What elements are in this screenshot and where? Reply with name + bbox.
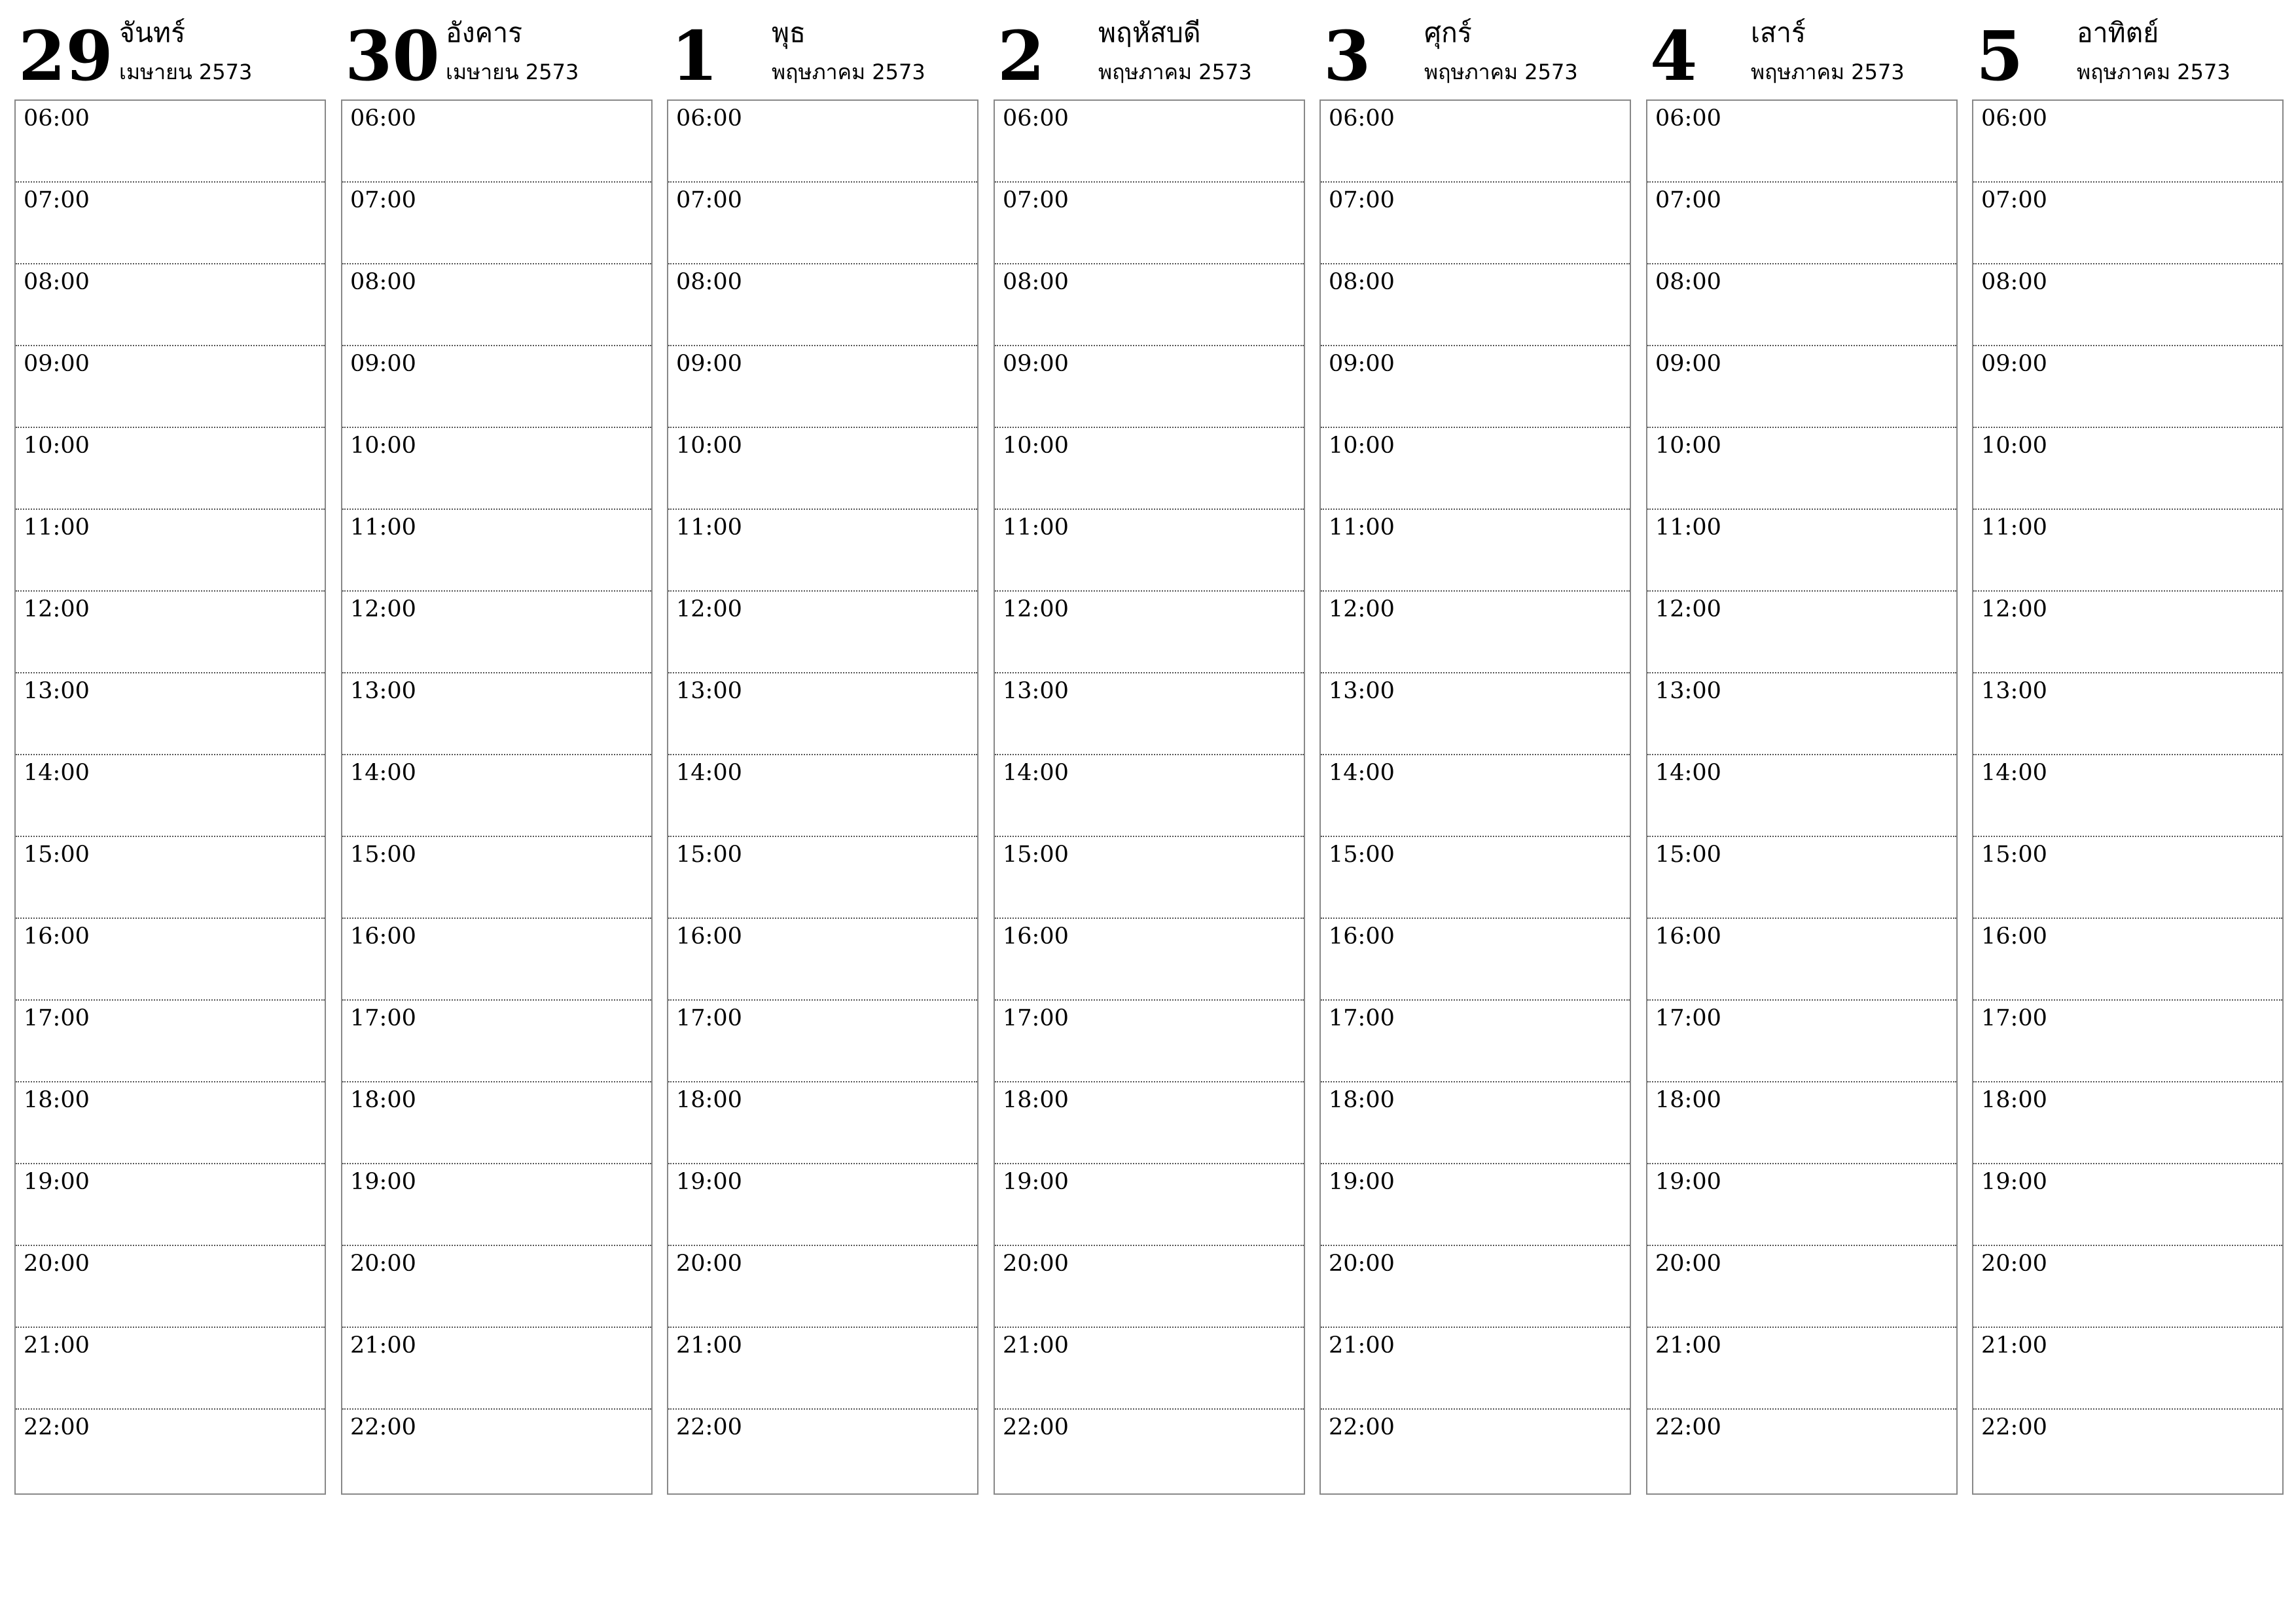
day-schedule-box xyxy=(1972,99,2284,1495)
time-slot[interactable] xyxy=(16,510,325,592)
time-slot[interactable] xyxy=(1973,264,2282,346)
time-slot[interactable] xyxy=(1973,1082,2282,1164)
time-label: 19:00 xyxy=(676,1169,742,1195)
time-slot[interactable] xyxy=(1321,1001,1630,1082)
time-slot[interactable] xyxy=(342,1082,651,1164)
time-slot[interactable] xyxy=(995,183,1304,264)
time-label: 18:00 xyxy=(350,1087,416,1113)
time-label: 18:00 xyxy=(1003,1087,1069,1113)
time-slot[interactable] xyxy=(1647,1328,1956,1410)
time-label: 09:00 xyxy=(1329,351,1395,377)
time-label: 08:00 xyxy=(350,269,416,295)
time-slot[interactable] xyxy=(1321,1246,1630,1328)
time-label: 18:00 xyxy=(24,1087,90,1113)
time-label: 21:00 xyxy=(1981,1332,2047,1359)
time-label: 22:00 xyxy=(350,1414,416,1440)
time-slot[interactable] xyxy=(668,755,977,837)
time-label: 11:00 xyxy=(1329,514,1395,541)
time-label: 17:00 xyxy=(24,1005,90,1031)
time-slot[interactable] xyxy=(1321,837,1630,919)
time-label: 15:00 xyxy=(1981,842,2047,868)
time-label: 15:00 xyxy=(1003,842,1069,868)
time-label: 15:00 xyxy=(1655,842,1721,868)
time-slot[interactable] xyxy=(668,837,977,919)
time-slot[interactable] xyxy=(995,755,1304,837)
time-slot[interactable] xyxy=(668,673,977,755)
time-slot[interactable] xyxy=(995,592,1304,673)
time-label: 16:00 xyxy=(1981,923,2047,950)
time-slot[interactable] xyxy=(1973,919,2282,1001)
time-slot[interactable] xyxy=(16,1164,325,1246)
time-slot[interactable] xyxy=(342,1001,651,1082)
time-label: 09:00 xyxy=(24,351,90,377)
time-label: 18:00 xyxy=(1329,1087,1395,1113)
time-slot[interactable] xyxy=(668,1082,977,1164)
time-label: 21:00 xyxy=(350,1332,416,1359)
day-header xyxy=(341,0,653,98)
time-slot[interactable] xyxy=(342,592,651,673)
time-slot[interactable] xyxy=(995,346,1304,428)
month-year: เมษายน 2573 xyxy=(446,60,579,84)
time-slot[interactable] xyxy=(1973,510,2282,592)
time-label: 15:00 xyxy=(676,842,742,868)
time-label: 22:00 xyxy=(24,1414,90,1440)
day-column xyxy=(1646,0,1958,1499)
time-label: 09:00 xyxy=(1981,351,2047,377)
time-slot[interactable] xyxy=(1647,346,1956,428)
time-slot[interactable] xyxy=(16,264,325,346)
month-year: พฤษภาคม 2573 xyxy=(1751,60,1905,84)
day-header xyxy=(994,0,1305,98)
time-label: 11:00 xyxy=(676,514,742,541)
time-label: 07:00 xyxy=(1329,187,1395,213)
time-label: 20:00 xyxy=(1981,1251,2047,1277)
time-slot[interactable] xyxy=(16,1082,325,1164)
time-label: 13:00 xyxy=(1003,678,1069,704)
time-label: 16:00 xyxy=(676,923,742,950)
time-label: 18:00 xyxy=(1655,1087,1721,1113)
time-label: 06:00 xyxy=(1329,105,1395,132)
time-label: 16:00 xyxy=(1655,923,1721,950)
time-slot[interactable] xyxy=(1973,1164,2282,1246)
time-slot[interactable] xyxy=(668,1246,977,1328)
time-slot[interactable] xyxy=(342,1164,651,1246)
time-label: 12:00 xyxy=(1329,596,1395,622)
time-slot[interactable] xyxy=(1647,1246,1956,1328)
time-label: 20:00 xyxy=(1655,1251,1721,1277)
time-label: 18:00 xyxy=(676,1087,742,1113)
month-year: พฤษภาคม 2573 xyxy=(2077,60,2231,84)
month-year: เมษายน 2573 xyxy=(119,60,253,84)
time-label: 08:00 xyxy=(24,269,90,295)
day-schedule-box xyxy=(14,99,326,1495)
time-slot[interactable] xyxy=(995,101,1304,183)
month-year: พฤษภาคม 2573 xyxy=(772,60,925,84)
time-label: 12:00 xyxy=(1003,596,1069,622)
day-header xyxy=(1972,0,2284,98)
time-slot[interactable] xyxy=(342,755,651,837)
time-label: 10:00 xyxy=(1003,433,1069,459)
time-slot[interactable] xyxy=(995,919,1304,1001)
weekday-name: ศุกร์ xyxy=(1424,17,1472,48)
time-slot[interactable] xyxy=(342,1246,651,1328)
time-slot[interactable] xyxy=(995,673,1304,755)
time-label: 06:00 xyxy=(24,105,90,132)
time-slot[interactable] xyxy=(1973,346,2282,428)
time-slot[interactable] xyxy=(995,1246,1304,1328)
time-slot[interactable] xyxy=(1321,592,1630,673)
time-label: 20:00 xyxy=(1329,1251,1395,1277)
time-slot[interactable] xyxy=(1321,1410,1630,1491)
time-slot[interactable] xyxy=(1647,510,1956,592)
time-label: 06:00 xyxy=(1655,105,1721,132)
time-label: 21:00 xyxy=(1655,1332,1721,1359)
time-slot[interactable] xyxy=(1321,1328,1630,1410)
day-column xyxy=(1319,0,1631,1499)
time-slot[interactable] xyxy=(16,755,325,837)
time-label: 14:00 xyxy=(1981,760,2047,786)
time-slot[interactable] xyxy=(1647,837,1956,919)
time-label: 14:00 xyxy=(24,760,90,786)
time-slot[interactable] xyxy=(342,1410,651,1491)
time-slot[interactable] xyxy=(1321,1082,1630,1164)
time-label: 11:00 xyxy=(350,514,416,541)
time-label: 10:00 xyxy=(1329,433,1395,459)
weekday-name: อาทิตย์ xyxy=(2077,17,2159,48)
time-label: 06:00 xyxy=(350,105,416,132)
time-label: 20:00 xyxy=(1003,1251,1069,1277)
time-slot[interactable] xyxy=(16,183,325,264)
time-label: 22:00 xyxy=(1655,1414,1721,1440)
time-label: 12:00 xyxy=(24,596,90,622)
time-slot[interactable] xyxy=(1647,264,1956,346)
time-slot[interactable] xyxy=(16,673,325,755)
time-label: 10:00 xyxy=(24,433,90,459)
time-slot[interactable] xyxy=(1973,1328,2282,1410)
time-label: 17:00 xyxy=(350,1005,416,1031)
time-slot[interactable] xyxy=(668,346,977,428)
time-label: 16:00 xyxy=(350,923,416,950)
time-label: 15:00 xyxy=(1329,842,1395,868)
time-label: 13:00 xyxy=(24,678,90,704)
time-slot[interactable] xyxy=(16,101,325,183)
time-label: 08:00 xyxy=(1655,269,1721,295)
time-slot[interactable] xyxy=(1647,919,1956,1001)
time-label: 19:00 xyxy=(1981,1169,2047,1195)
time-label: 15:00 xyxy=(24,842,90,868)
time-label: 13:00 xyxy=(350,678,416,704)
time-slot[interactable] xyxy=(1321,673,1630,755)
time-label: 21:00 xyxy=(24,1332,90,1359)
time-slot[interactable] xyxy=(995,1164,1304,1246)
time-slot[interactable] xyxy=(1321,755,1630,837)
day-header xyxy=(14,0,326,98)
time-label: 10:00 xyxy=(350,433,416,459)
time-slot[interactable] xyxy=(342,1328,651,1410)
time-label: 17:00 xyxy=(1981,1005,2047,1031)
time-slot[interactable] xyxy=(342,428,651,510)
time-slot[interactable] xyxy=(668,592,977,673)
time-slot[interactable] xyxy=(1647,101,1956,183)
time-slot[interactable] xyxy=(1647,1410,1956,1491)
day-header xyxy=(1319,0,1631,98)
time-slot[interactable] xyxy=(1321,346,1630,428)
time-slot[interactable] xyxy=(1973,428,2282,510)
day-schedule-box xyxy=(1319,99,1631,1495)
time-slot[interactable] xyxy=(1321,101,1630,183)
day-schedule-box xyxy=(667,99,978,1495)
weekday-name: พฤหัสบดี xyxy=(1098,17,1201,48)
time-label: 19:00 xyxy=(1003,1169,1069,1195)
time-label: 08:00 xyxy=(676,269,742,295)
day-column xyxy=(994,0,1305,1499)
time-label: 07:00 xyxy=(1981,187,2047,213)
day-header xyxy=(667,0,978,98)
time-label: 14:00 xyxy=(1003,760,1069,786)
day-number: 1 xyxy=(671,16,719,96)
time-label: 13:00 xyxy=(1981,678,2047,704)
time-slot[interactable] xyxy=(1973,673,2282,755)
weekday-name: พุธ xyxy=(772,17,806,48)
day-header xyxy=(1646,0,1958,98)
time-slot[interactable] xyxy=(668,919,977,1001)
day-number: 29 xyxy=(18,16,113,96)
time-label: 08:00 xyxy=(1329,269,1395,295)
weekday-name: อังคาร xyxy=(446,17,523,48)
time-slot[interactable] xyxy=(1973,101,2282,183)
time-label: 09:00 xyxy=(676,351,742,377)
time-label: 21:00 xyxy=(1003,1332,1069,1359)
time-slot[interactable] xyxy=(668,510,977,592)
day-number: 3 xyxy=(1323,16,1371,96)
time-label: 16:00 xyxy=(1329,923,1395,950)
time-slot[interactable] xyxy=(16,346,325,428)
time-label: 12:00 xyxy=(1981,596,2047,622)
time-label: 17:00 xyxy=(676,1005,742,1031)
time-label: 14:00 xyxy=(1329,760,1395,786)
time-slot[interactable] xyxy=(1647,1082,1956,1164)
time-label: 10:00 xyxy=(1655,433,1721,459)
day-number: 5 xyxy=(1976,16,2024,96)
time-slot[interactable] xyxy=(668,264,977,346)
time-label: 11:00 xyxy=(1655,514,1721,541)
time-slot[interactable] xyxy=(342,919,651,1001)
time-slot[interactable] xyxy=(342,837,651,919)
day-number: 30 xyxy=(345,16,440,96)
time-label: 19:00 xyxy=(1655,1169,1721,1195)
time-slot[interactable] xyxy=(16,592,325,673)
time-slot[interactable] xyxy=(16,919,325,1001)
time-slot[interactable] xyxy=(668,183,977,264)
time-label: 21:00 xyxy=(1329,1332,1395,1359)
time-label: 20:00 xyxy=(676,1251,742,1277)
day-schedule-box xyxy=(341,99,653,1495)
time-label: 10:00 xyxy=(1981,433,2047,459)
time-label: 22:00 xyxy=(1981,1414,2047,1440)
day-schedule-box xyxy=(1646,99,1958,1495)
time-label: 19:00 xyxy=(1329,1169,1395,1195)
time-slot[interactable] xyxy=(1973,1001,2282,1082)
time-label: 11:00 xyxy=(1003,514,1069,541)
time-slot[interactable] xyxy=(16,837,325,919)
time-label: 07:00 xyxy=(350,187,416,213)
time-slot[interactable] xyxy=(1973,1246,2282,1328)
time-slot[interactable] xyxy=(995,1410,1304,1491)
time-slot[interactable] xyxy=(1647,1001,1956,1082)
time-slot[interactable] xyxy=(1973,755,2282,837)
time-slot[interactable] xyxy=(1321,264,1630,346)
time-label: 11:00 xyxy=(24,514,90,541)
time-label: 16:00 xyxy=(1003,923,1069,950)
time-slot[interactable] xyxy=(1647,592,1956,673)
time-slot[interactable] xyxy=(16,428,325,510)
time-label: 09:00 xyxy=(1655,351,1721,377)
time-slot[interactable] xyxy=(1647,183,1956,264)
time-slot[interactable] xyxy=(342,673,651,755)
time-slot[interactable] xyxy=(995,1001,1304,1082)
time-label: 13:00 xyxy=(1655,678,1721,704)
time-label: 20:00 xyxy=(350,1251,416,1277)
time-slot[interactable] xyxy=(668,1164,977,1246)
time-label: 07:00 xyxy=(1655,187,1721,213)
weekday-name: เสาร์ xyxy=(1751,17,1806,48)
time-slot[interactable] xyxy=(1321,183,1630,264)
day-column xyxy=(14,0,326,1499)
day-column xyxy=(667,0,978,1499)
time-slot[interactable] xyxy=(16,1410,325,1491)
time-label: 07:00 xyxy=(24,187,90,213)
time-label: 14:00 xyxy=(350,760,416,786)
time-label: 11:00 xyxy=(1981,514,2047,541)
time-label: 17:00 xyxy=(1655,1005,1721,1031)
time-slot[interactable] xyxy=(342,101,651,183)
time-slot[interactable] xyxy=(668,1410,977,1491)
day-column xyxy=(1972,0,2284,1499)
time-slot[interactable] xyxy=(342,264,651,346)
time-slot[interactable] xyxy=(995,1082,1304,1164)
time-slot[interactable] xyxy=(1321,428,1630,510)
time-slot[interactable] xyxy=(668,428,977,510)
time-slot[interactable] xyxy=(1647,1164,1956,1246)
time-slot[interactable] xyxy=(995,510,1304,592)
time-label: 18:00 xyxy=(1981,1087,2047,1113)
time-slot[interactable] xyxy=(1973,1410,2282,1491)
time-slot[interactable] xyxy=(1321,919,1630,1001)
time-label: 09:00 xyxy=(350,351,416,377)
time-slot[interactable] xyxy=(342,510,651,592)
day-schedule-box xyxy=(994,99,1305,1495)
day-column xyxy=(341,0,653,1499)
time-label: 09:00 xyxy=(1003,351,1069,377)
time-slot[interactable] xyxy=(1647,673,1956,755)
time-label: 06:00 xyxy=(1003,105,1069,132)
time-slot[interactable] xyxy=(16,1001,325,1082)
time-label: 12:00 xyxy=(350,596,416,622)
time-slot[interactable] xyxy=(1647,755,1956,837)
time-label: 14:00 xyxy=(676,760,742,786)
time-label: 17:00 xyxy=(1003,1005,1069,1031)
time-label: 08:00 xyxy=(1981,269,2047,295)
time-slot[interactable] xyxy=(16,1246,325,1328)
time-label: 21:00 xyxy=(676,1332,742,1359)
time-label: 07:00 xyxy=(1003,187,1069,213)
weekday-name: จันทร์ xyxy=(119,17,186,48)
day-number: 2 xyxy=(997,16,1045,96)
time-slot[interactable] xyxy=(995,1328,1304,1410)
time-label: 16:00 xyxy=(24,923,90,950)
time-label: 17:00 xyxy=(1329,1005,1395,1031)
time-slot[interactable] xyxy=(1321,510,1630,592)
time-slot[interactable] xyxy=(995,264,1304,346)
time-label: 13:00 xyxy=(1329,678,1395,704)
time-label: 06:00 xyxy=(676,105,742,132)
time-label: 22:00 xyxy=(1329,1414,1395,1440)
time-label: 22:00 xyxy=(676,1414,742,1440)
time-slot[interactable] xyxy=(1973,592,2282,673)
month-year: พฤษภาคม 2573 xyxy=(1098,60,1252,84)
time-slot[interactable] xyxy=(1973,183,2282,264)
time-slot[interactable] xyxy=(1647,428,1956,510)
day-number: 4 xyxy=(1650,16,1698,96)
time-label: 14:00 xyxy=(1655,760,1721,786)
time-label: 12:00 xyxy=(676,596,742,622)
time-label: 10:00 xyxy=(676,433,742,459)
time-slot[interactable] xyxy=(668,101,977,183)
time-slot[interactable] xyxy=(342,183,651,264)
time-slot[interactable] xyxy=(668,1001,977,1082)
time-slot[interactable] xyxy=(1973,837,2282,919)
time-label: 15:00 xyxy=(350,842,416,868)
time-label: 19:00 xyxy=(350,1169,416,1195)
time-label: 22:00 xyxy=(1003,1414,1069,1440)
time-label: 06:00 xyxy=(1981,105,2047,132)
time-slot[interactable] xyxy=(16,1328,325,1410)
month-year: พฤษภาคม 2573 xyxy=(1424,60,1578,84)
time-slot[interactable] xyxy=(342,346,651,428)
time-slot[interactable] xyxy=(1321,1164,1630,1246)
time-slot[interactable] xyxy=(668,1328,977,1410)
time-label: 13:00 xyxy=(676,678,742,704)
time-label: 19:00 xyxy=(24,1169,90,1195)
time-label: 07:00 xyxy=(676,187,742,213)
time-slot[interactable] xyxy=(995,428,1304,510)
time-label: 20:00 xyxy=(24,1251,90,1277)
time-label: 12:00 xyxy=(1655,596,1721,622)
time-label: 08:00 xyxy=(1003,269,1069,295)
time-slot[interactable] xyxy=(995,837,1304,919)
